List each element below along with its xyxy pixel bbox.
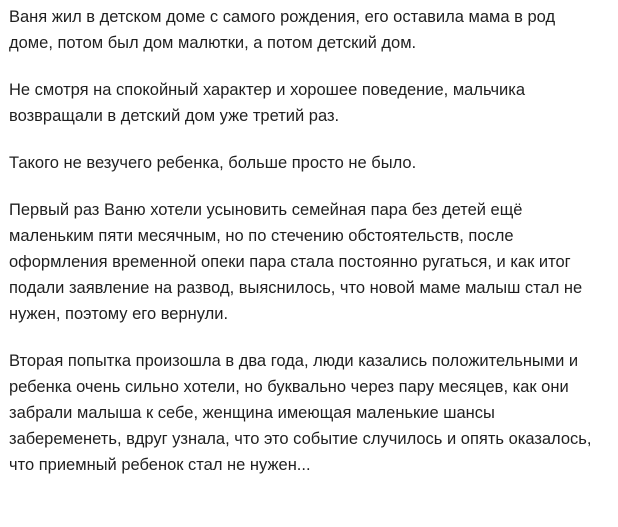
- text-line: Первый раз Ваню хотели усыновить семейная пара без детей ещё: [9, 201, 523, 219]
- text-line: доме, потом был дом малютки, а потом детский дом.: [9, 34, 417, 52]
- text-line: ребенка очень сильно хотели, но буквально через пару месяцев, как они: [9, 378, 569, 396]
- text-line: нужен, поэтому его вернули.: [9, 305, 229, 323]
- text-line: Такого не везучего ребенка, больше просто не было.: [9, 154, 417, 172]
- text-line: оформления временной опеки пара стала постоянно ругаться, и как итог: [9, 253, 571, 271]
- paragraph-1: [9, 4, 612, 56]
- paragraph-4: [9, 197, 612, 327]
- paragraph-5: [9, 348, 612, 478]
- text-line: что приемный ребенок стал не нужен...: [9, 456, 311, 474]
- text-line: Не смотря на спокойный характер и хорошее поведение, мальчика: [9, 81, 526, 99]
- text-line: забрали малыша к себе, женщина имеющая маленькие шансы: [9, 404, 495, 422]
- paragraph-2: [9, 77, 612, 129]
- text-line: подали заявление на развод, выяснилось, что новой маме малыш стал не: [9, 279, 583, 297]
- text-line: забеременеть, вдруг узнала, что это событие случилось и опять оказалось,: [9, 430, 592, 448]
- text-line: Вторая попытка произошла в два года, люди казались положительными и: [9, 352, 579, 370]
- text-line: Ваня жил в детском доме с самого рождения, его оставила мама в род: [9, 8, 556, 26]
- paragraph-3: [9, 150, 612, 176]
- text-line: возвращали в детский дом уже третий раз.: [9, 107, 340, 125]
- text-line: маленьким пяти месячным, но по стечению обстоятельств, после: [9, 227, 514, 245]
